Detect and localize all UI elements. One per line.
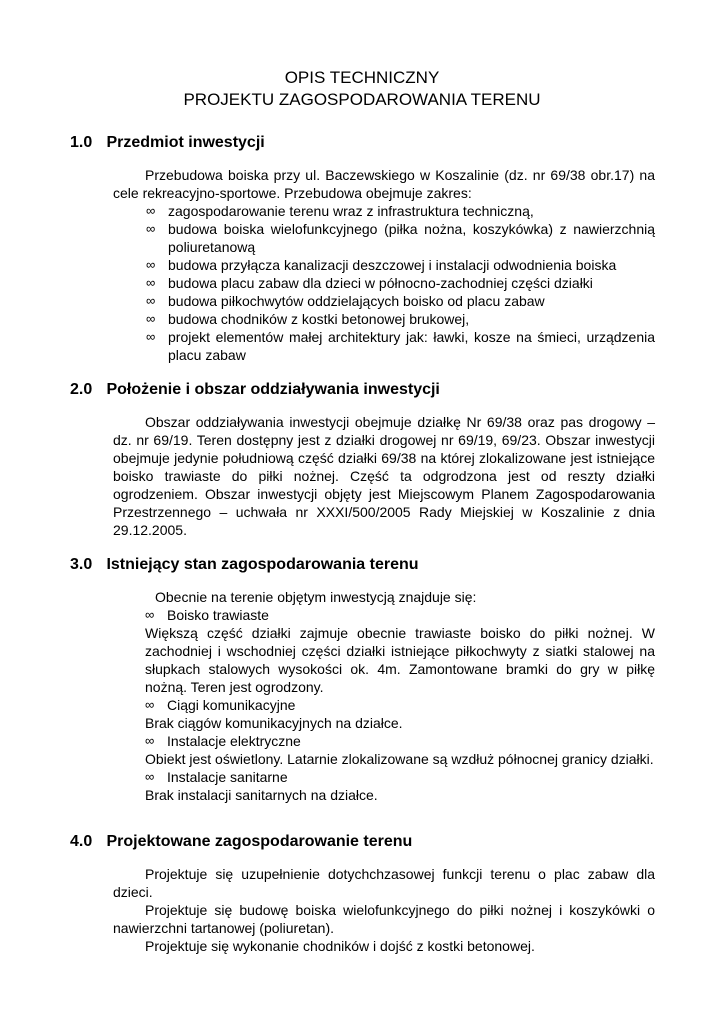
item-label: Ciągi komunikacyjne bbox=[167, 697, 296, 713]
infinity-bullet-icon: ∞ bbox=[146, 293, 156, 308]
item-description: Obiekt jest oświetlony. Latarnie zlokalizowane są wzdłuż północnej granicy działki. bbox=[145, 751, 654, 767]
section-title: Położenie i obszar oddziaływania inwestycji bbox=[106, 381, 440, 398]
document-title-line1: OPIS TECHNICZNY bbox=[284, 68, 440, 87]
infinity-bullet-icon: ∞ bbox=[146, 311, 156, 326]
item-label: Instalacje elektryczne bbox=[167, 733, 301, 749]
infinity-bullet-icon: ∞ bbox=[145, 697, 155, 712]
infinity-bullet-icon: ∞ bbox=[146, 257, 156, 272]
list-item: ∞ budowa przyłącza kanalizacji deszczowej i instalacji odwodnienia boiska bbox=[146, 257, 617, 273]
list-item bbox=[145, 696, 655, 714]
section-3-body bbox=[145, 588, 655, 804]
section-title: Projektowane zagospodarowanie terenu bbox=[106, 833, 413, 850]
item-description: Brak ciągów komunikacyjnych na działce. bbox=[145, 715, 403, 731]
section-number: 4.0 bbox=[70, 833, 93, 850]
infinity-bullet-icon: ∞ bbox=[145, 769, 155, 784]
section-1-bullet-list bbox=[146, 202, 655, 364]
section-heading-2 bbox=[70, 380, 440, 400]
section-title: Istniejący stan zagospodarowania terenu bbox=[106, 556, 419, 573]
list-item: ∞ zagospodarowanie terenu wraz z infrastruktura techniczną, bbox=[146, 203, 534, 219]
document-title-line2: PROJEKTU ZAGOSPODAROWANIA TERENU bbox=[183, 90, 541, 109]
item-label: Instalacje sanitarne bbox=[167, 769, 288, 785]
section-number: 2.0 bbox=[70, 381, 93, 398]
infinity-bullet-icon: ∞ bbox=[145, 733, 155, 748]
item-label: Boisko trawiaste bbox=[167, 607, 269, 623]
list-item: ∞ budowa piłkochwytów oddzielających boisko od placu zabaw bbox=[146, 293, 545, 309]
section-4-paragraph: Projektuje się uzupełnienie dotychchzasowej funkcji terenu o plac zabaw dla dzieci. bbox=[113, 866, 655, 900]
list-item: ∞ budowa chodników z kostki betonowej brukowej, bbox=[146, 311, 470, 327]
section-1-body bbox=[113, 166, 655, 364]
list-item bbox=[145, 732, 655, 750]
section-title: Przedmiot inwestycji bbox=[106, 134, 265, 151]
infinity-bullet-icon: ∞ bbox=[146, 329, 156, 344]
section-heading-1 bbox=[70, 133, 265, 153]
section-3-intro: Obecnie na terenie objętym inwestycją znajduje się: bbox=[155, 589, 477, 605]
section-2-body bbox=[113, 413, 655, 539]
section-heading-4 bbox=[70, 832, 412, 852]
item-description: Brak instalacji sanitarnych na działce. bbox=[145, 787, 378, 803]
section-number: 1.0 bbox=[70, 134, 93, 151]
list-item: ∞ budowa placu zabaw dla dzieci w północno-zachodniej części działki bbox=[146, 275, 593, 291]
section-number: 3.0 bbox=[70, 556, 93, 573]
item-description: Większą część działki zajmuje obecnie trawiaste boisko do piłki nożnej. W zachodniej i wschodniej części działki istniejące piłkochwyty z siatki stalowej na słupkach stalowych wysokości ok. 4m. Zamontowane bramki do gry w piłkę nożną. Teren jest ogrodzony. bbox=[145, 625, 655, 695]
section-1-intro: Przebudowa boiska przy ul. Baczewskiego w Koszalinie (dz. nr 69/38 obr.17) na cele rekreacyjno-sportowe. Przebudowa obejmuje zakres: bbox=[113, 167, 655, 201]
section-4-body bbox=[113, 865, 655, 955]
section-heading-3 bbox=[70, 555, 419, 575]
section-4-paragraph: Projektuje się wykonanie chodników i dojść z kostki betonowej. bbox=[145, 938, 535, 954]
list-item: ∞ projekt elementów małej architektury jak: ławki, kosze na śmieci, urządzenia placu zabaw bbox=[146, 329, 655, 363]
list-item bbox=[145, 768, 655, 786]
infinity-bullet-icon: ∞ bbox=[145, 607, 155, 622]
section-4-paragraph: Projektuje się budowę boiska wielofunkcyjnego do piłki nożnej i koszykówki o nawierzchni tartanowej (poliuretan). bbox=[113, 902, 655, 936]
infinity-bullet-icon: ∞ bbox=[146, 275, 156, 290]
list-item bbox=[145, 606, 655, 624]
list-item: ∞ budowa boiska wielofunkcyjnego (piłka nożna, koszykówka) z nawierzchnią poliuretanową bbox=[146, 221, 655, 255]
infinity-bullet-icon: ∞ bbox=[146, 221, 156, 236]
section-2-paragraph: Obszar oddziaływania inwestycji obejmuje działkę Nr 69/38 oraz pas drogowy – dz. nr 69/19. Teren dostępny jest z działki drogowej nr 69/19, 69/23. Obszar inwestycji obejmuje jedynie południową część działki 69/38 na której zlokalizowane jest istniejące boisko trawiaste do piłki nożnej. Część ta odgrodzona jest od reszty działki ogrodzeniem. Obszar inwestycji objęty jest Miejscowym Planem Zagospodarowania Przestrzennego – uchwała nr XXXI/500/2005 Rady Miejskiej w Koszalinie z dnia 29.12.2005. bbox=[113, 414, 655, 538]
infinity-bullet-icon: ∞ bbox=[146, 203, 156, 218]
